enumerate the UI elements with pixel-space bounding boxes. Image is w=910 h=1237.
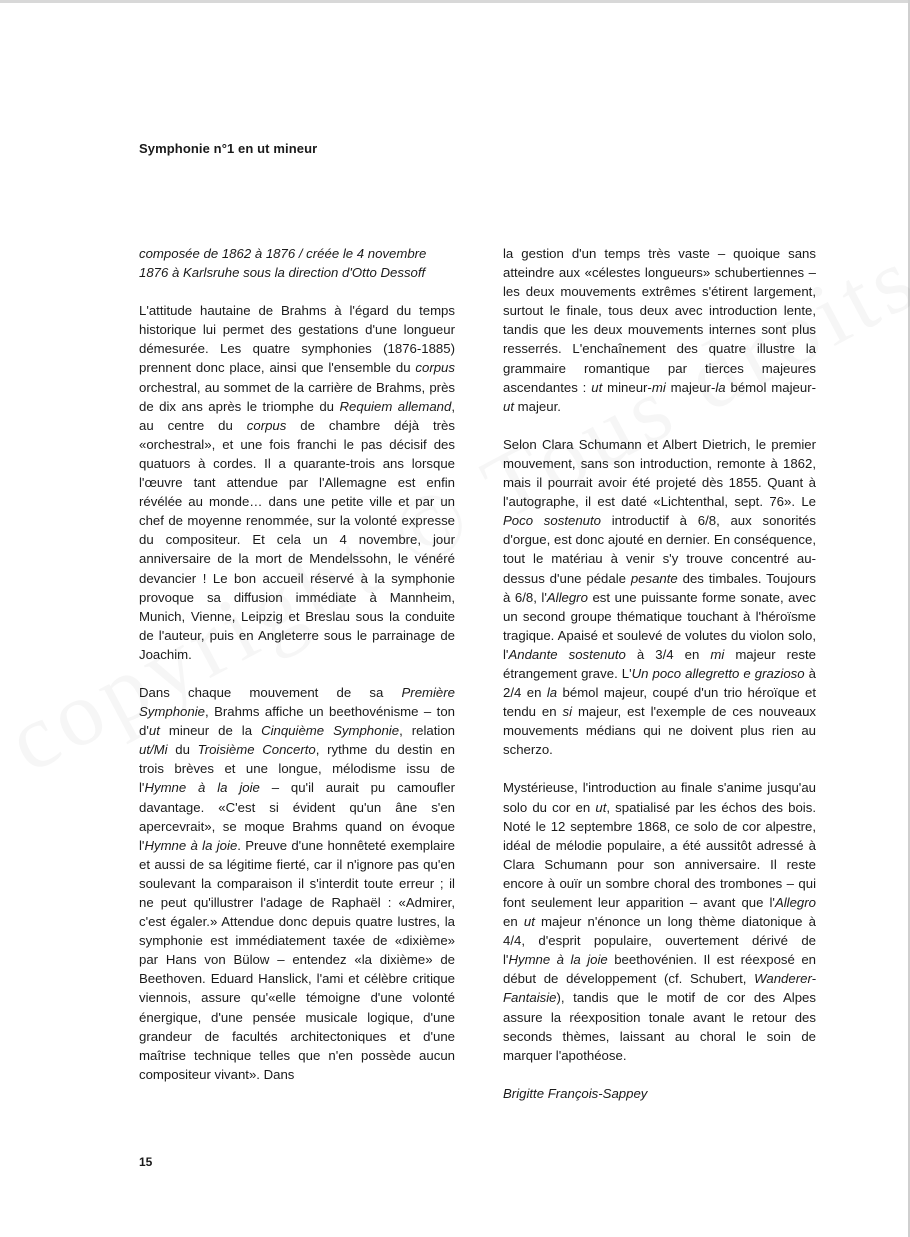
left-column bbox=[139, 244, 455, 1103]
paragraph: Selon Clara Schumann et Albert Dietrich, le premier mouvement, sans son introduction, remonte à 1862, mais il pourrait avoir été projeté dès 1855. Quant à l'autographe, il est daté «Lichtenthal, sept. 76». Le Poco sostenuto introductif à 6/8, aux sonorités d'orgue, est donc ajouté en dernier. En conséquence, tout le matériau à venir s'y trouve concentré au-dessus d'une pédale pesante des timbales. Toujours à 6/8, l'Allegro est une puissante forme sonate, avec un second groupe thématique touchant à l'héroïsme tragique. Apaisé et soulevé de volutes du violon solo, l'Andante sostenuto à 3/4 en mi majeur reste étrangement grave. L'Un poco allegretto e grazioso à 2/4 en la bémol majeur, coupé d'un trio héroïque et tendu en si majeur, est l'exemple de ces nouveaux mouvements médians qui ne doivent plus rien au scherzo. bbox=[503, 436, 817, 758]
scan-top-edge bbox=[0, 0, 910, 3]
right-column bbox=[503, 244, 816, 1122]
paragraph: L'attitude hautaine de Brahms à l'égard du temps historique lui permet des gestations d'une longueur démesurée. Les quatre symphonies (1876-1885) prennent donc place, ainsi que l'ensemble du corpus orchestral, au sommet de la carrière de Brahms, près de dix ans après le triomphe du Requiem allemand, au centre du corpus de chambre déjà très «orchestral», et une fois franchi le pas décisif des quatuors à cordes. Il a quarante-trois ans lorsque l'œuvre tant attendue par l'Allemagne est enfin révélée au monde… dans une petite ville et par un chef de moyenne renommée, sur la volonté expresse du compositeur. Et cela un 4 novembre, jour anniversaire de la mort de Mendelssohn, le vénéré devancier ! Le bon accueil réservé à la symphonie provoque sa diffusion immédiate à Mannheim, Munich, Vienne, Leipzig et Breslau sous la conduite de l'auteur, puis en Angleterre sous le parrainage de Joachim. bbox=[139, 303, 455, 662]
author-signature: Brigitte François-Sappey bbox=[503, 1085, 648, 1101]
page-number: 15 bbox=[139, 1155, 153, 1169]
paragraph: Dans chaque mouvement de sa Première Symphonie, Brahms affiche un beethovénisme – ton d'ut mineur de la Cinquième Symphonie, relation ut/Mi du Troisième Concerto, rythme du destin en trois brèves et une longue, mélodisme issu de l'Hymne à la joie – qu'il aurait pu camoufler davantage. «C'est si évident qu'un âne s'en apercevrait», se moque Brahms quand on évoque l'Hymne à la joie. Preuve d'une honnêteté exemplaire et aussi de sa légitime fierté, car il n'ignore pas qu'en soulevant la comparaison il s'interdit toute erreur ; il ne peut qu'illustrer l'adage de Raphaël : «Admirer, c'est égaler.» Attendue donc depuis quatre lustres, la symphonie est immédiatement taxée de «dixième» par Hans von Bülow – entendez «la dixième» de Beethoven. Eduard Hanslick, l'ami et célèbre critique viennois, assure qu'«elle témoigne d'une volonté énergique, d'une pensée musicale logique, d'une grandeur de facultés architectoniques et d'une maîtrise technique telles que n'en possède aucun compositeur vivant». Dans bbox=[139, 684, 456, 1082]
page-heading: Symphonie n°1 en ut mineur bbox=[139, 141, 318, 156]
paragraph: la gestion d'un temps très vaste – quoique sans atteindre aux «célestes longueurs» schubertiennes – les deux mouvements extrêmes s'étirent largement, surtout le finale, tous deux avec introduction lente, tandis que les deux mouvements internes sont plus resserrés. L'enchaînement des quatre illustre la grammaire romantique par tierces majeures ascendantes : ut mineur-mi majeur-la bémol majeur-ut majeur. bbox=[503, 246, 816, 414]
work-subtitle: composée de 1862 à 1876 / créée le 4 novembre 1876 à Karlsruhe sous la direction d'Otto Dessoff bbox=[139, 246, 427, 281]
paragraph: Mystérieuse, l'introduction au finale s'anime jusqu'au solo du cor en ut, spatialisé par les échos des bois. Noté le 12 septembre 1868, ce solo de cor alpestre, idéal de mélodie populaire, a été aussitôt adressé à Clara Schumann pour son anniversaire. Il reste encore à ouïr un sombre choral des trombones – qui font seulement leur apparition – avant que l'Allegro en ut majeur n'énonce un long thème diatonique à 4/4, d'esprit populaire, ouvertement dérivé de l'Hymne à la joie beethovénien. Il est réexposé en début de développement (cf. Schubert, Wanderer-Fantaisie), tandis que le motif de cor des Alpes assure la réexposition tonale avant le retour des seconds thèmes, laissant au choral le soin de marquer l'apothéose. bbox=[503, 780, 816, 1063]
